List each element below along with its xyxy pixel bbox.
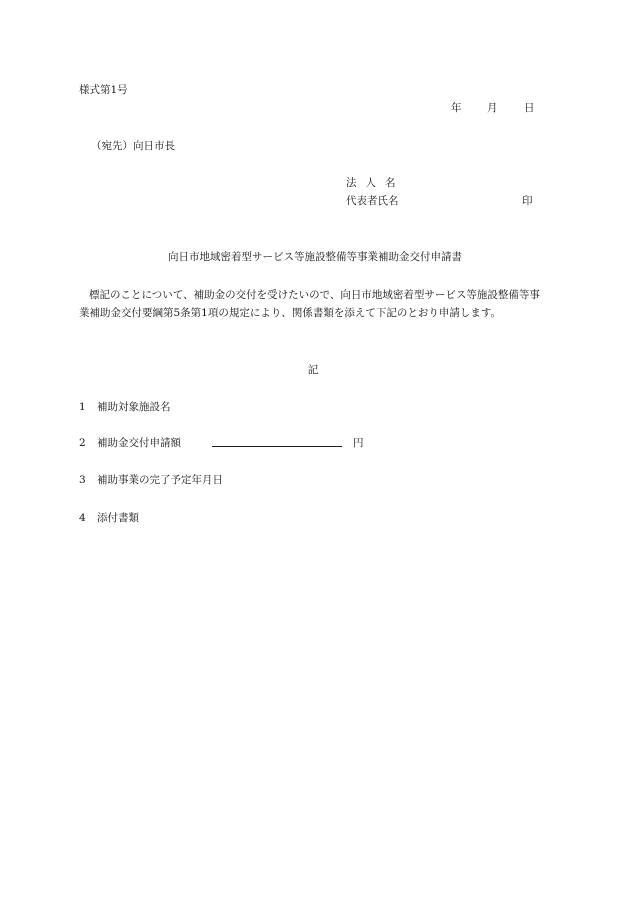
item-number: 1 xyxy=(79,401,86,413)
item-facility-name xyxy=(79,399,171,414)
item-number: 4 xyxy=(79,512,86,524)
date-month: 月 xyxy=(487,102,498,114)
item-number: 2 xyxy=(79,437,86,449)
date-year: 年 xyxy=(451,102,462,114)
amount-blank-line[interactable] xyxy=(212,446,342,447)
representative-name-label: 代表者氏名 xyxy=(346,195,399,207)
item-completion-date xyxy=(79,472,223,487)
yen-unit: 円 xyxy=(353,437,364,449)
item-number: 3 xyxy=(79,474,86,486)
item-label: 補助金交付申請額 xyxy=(97,437,181,449)
item-label: 補助事業の完了予定年月日 xyxy=(97,474,223,486)
item-attachments xyxy=(79,510,139,525)
date-day: 日 xyxy=(524,102,535,114)
item-application-amount xyxy=(79,435,181,450)
seal-mark: 印 xyxy=(522,195,533,207)
item-label: 添付書類 xyxy=(97,512,139,524)
corporation-name-label: 法人名 xyxy=(346,177,405,189)
addressee: （宛先）向日市長 xyxy=(91,140,175,152)
body-paragraph: 標記のことについて、補助金の交付を受けたいので、向日市地域密着型サービス等施設整備等事業補助金交付要綱第5条第1項の規定により、関係書類を添えて下記のとおり申請します。 xyxy=(79,289,540,319)
document-title: 向日市地域密着型サービス等施設整備等事業補助金交付申請書 xyxy=(168,251,462,263)
form-number: 様式第1号 xyxy=(79,84,128,96)
item-label: 補助対象施設名 xyxy=(97,401,171,413)
ki-heading: 記 xyxy=(307,364,319,376)
